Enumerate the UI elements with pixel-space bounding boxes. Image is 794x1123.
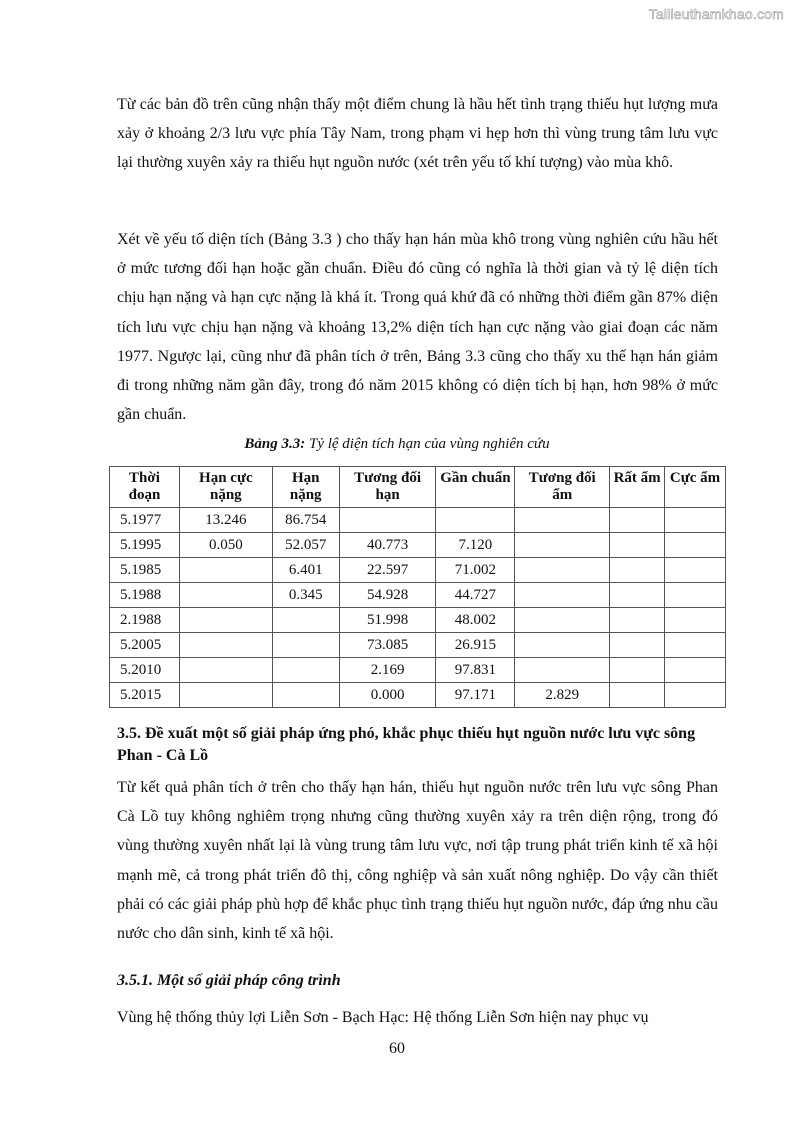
paragraph: Từ kết quả phân tích ở trên cho thấy hạn hán, thiếu hụt nguồn nước trên lưu vực sông Phan Cà Lồ tuy không nghiêm trọng nhưng cũng thường xuyên xảy ra trên diện rộng, trong đó vùng thường xuyên nhất lại là vùng trung tâm lưu vực, nơi tập trung phát triển kinh tế xã hội mạnh mẽ, cả trong phát triển đô thị, công nghiệp và sản xuất nông nghiệp. Do vậy cần thiết phải có các giải pháp phù hợp để khắc phục tình trạng thiếu hụt nguồn nước, đáp ứng nhu cầu nước cho dân sinh, kinh tế xã hội.: [117, 779, 718, 943]
page-number: 60: [389, 1040, 405, 1057]
table-cell: 51.998: [339, 608, 436, 633]
table-cell: 0.345: [272, 583, 339, 608]
table-cell: 5.1985: [110, 558, 180, 583]
table-cell: [179, 683, 272, 708]
table-row: [110, 508, 726, 533]
table-cell: [610, 583, 665, 608]
table-cell: [515, 508, 610, 533]
table-cell: [610, 658, 665, 683]
table-cell: 26.915: [436, 633, 515, 658]
table-cell: [665, 558, 726, 583]
table-cell: [665, 608, 726, 633]
watermark: Tailieuthamkhao.com: [648, 6, 784, 22]
column-header: Gần chuẩn: [436, 467, 515, 508]
table-cell: [610, 683, 665, 708]
table-row: [110, 583, 726, 608]
table-cell: [179, 658, 272, 683]
column-header: Tương đối hạn: [339, 467, 436, 508]
table-cell: 6.401: [272, 558, 339, 583]
table-row: [110, 658, 726, 683]
column-header: Thời đoạn: [110, 467, 180, 508]
table-cell: [665, 633, 726, 658]
table-cell: 86.754: [272, 508, 339, 533]
column-header: Cực ẩm: [665, 467, 726, 508]
table-cell: [272, 633, 339, 658]
table-cell: 5.1995: [110, 533, 180, 558]
table-cell: 71.002: [436, 558, 515, 583]
table-cell: 44.727: [436, 583, 515, 608]
table-cell: [515, 583, 610, 608]
table-cell: 5.2015: [110, 683, 180, 708]
table-row: [110, 683, 726, 708]
table-cell: 0.050: [179, 533, 272, 558]
table-cell: [665, 533, 726, 558]
table-cell: 97.171: [436, 683, 515, 708]
column-header: Hạn cực nặng: [179, 467, 272, 508]
table-cell: 40.773: [339, 533, 436, 558]
table-cell: [665, 683, 726, 708]
table-cell: 48.002: [436, 608, 515, 633]
table-cell: [665, 658, 726, 683]
table-cell: [272, 683, 339, 708]
column-header: Rất ẩm: [610, 467, 665, 508]
column-header: Tương đối ẩm: [515, 467, 610, 508]
table-cell: 97.831: [436, 658, 515, 683]
table-cell: [272, 608, 339, 633]
table-cell: [515, 658, 610, 683]
table-cell: 2.1988: [110, 608, 180, 633]
section-heading-3-5-1: 3.5.1. Một số giải pháp công trình: [117, 972, 341, 989]
table-cell: [610, 633, 665, 658]
table-cell: 2.829: [515, 683, 610, 708]
table-cell: 5.2010: [110, 658, 180, 683]
table-cell: [436, 508, 515, 533]
caption-label: Bảng 3.3:: [244, 436, 306, 452]
table-cell: [179, 583, 272, 608]
table-cell: [272, 658, 339, 683]
table-cell: 54.928: [339, 583, 436, 608]
table-cell: 52.057: [272, 533, 339, 558]
table-cell: [610, 608, 665, 633]
caption-text: Tỷ lệ diện tích hạn của vùng nghiên cứu: [305, 436, 550, 452]
table-row: [110, 558, 726, 583]
table-row: [110, 633, 726, 658]
table-cell: [610, 558, 665, 583]
table-cell: [515, 558, 610, 583]
table-cell: [339, 508, 436, 533]
table-row: [110, 533, 726, 558]
table-cell: 7.120: [436, 533, 515, 558]
table-cell: [179, 558, 272, 583]
table-cell: [665, 583, 726, 608]
paragraph: Từ các bản đồ trên cũng nhận thấy một điểm chung là hầu hết tình trạng thiếu hụt lượng mưa xảy ở khoảng 2/3 lưu vực phía Tây Nam, trong phạm vi hẹp hơn thì vùng trung tâm lưu vực lại thường xuyên xảy ra thiếu hụt nguồn nước (xét trên yếu tố khí tượng) vào mùa khô.: [117, 96, 718, 172]
table-cell: [610, 533, 665, 558]
table-row: [110, 608, 726, 633]
table-cell: 5.1988: [110, 583, 180, 608]
table-cell: 2.169: [339, 658, 436, 683]
paragraph: Xét về yếu tố diện tích (Bảng 3.3 ) cho thấy hạn hán mùa khô trong vùng nghiên cứu hầu hết ở mức tương đối hạn hoặc gần chuẩn. Điều đó cũng có nghĩa là thời gian và tỷ lệ diện tích chịu hạn nặng và hạn cực nặng là khá ít. Trong quá khứ đã có những thời điểm gần 87% diện tích lưu vực chịu hạn nặng và khoảng 13,2% diện tích hạn cực nặng vào giai đoạn các năm 1977. Ngược lại, cũng như đã phân tích ở trên, Bảng 3.3 cũng cho thấy xu thế hạn hán giảm đi trong những năm gần đây, trong đó năm 2015 không có diện tích bị hạn, hơn 98% ở mức gần chuẩn.: [117, 231, 718, 424]
table-cell: [665, 508, 726, 533]
table-cell: 0.000: [339, 683, 436, 708]
table-cell: 5.2005: [110, 633, 180, 658]
table-cell: 13.246: [179, 508, 272, 533]
table-cell: [515, 608, 610, 633]
table-cell: 73.085: [339, 633, 436, 658]
table-caption: [0, 436, 794, 453]
paragraph: Vùng hệ thống thủy lợi Liễn Sơn - Bạch Hạc: Hệ thống Liễn Sơn hiện nay phục vụ: [117, 1009, 649, 1026]
table-cell: [515, 533, 610, 558]
table-cell: [610, 508, 665, 533]
column-header: Hạn nặng: [272, 467, 339, 508]
table-cell: [179, 633, 272, 658]
table-cell: 22.597: [339, 558, 436, 583]
drought-area-table: [109, 466, 726, 708]
table-cell: [179, 608, 272, 633]
table-cell: 5.1977: [110, 508, 180, 533]
table-cell: [515, 633, 610, 658]
section-heading-3-5: 3.5. Đề xuất một số giải pháp ứng phó, khắc phục thiếu hụt nguồn nước lưu vực sông Phan - Cà Lồ: [117, 725, 696, 764]
